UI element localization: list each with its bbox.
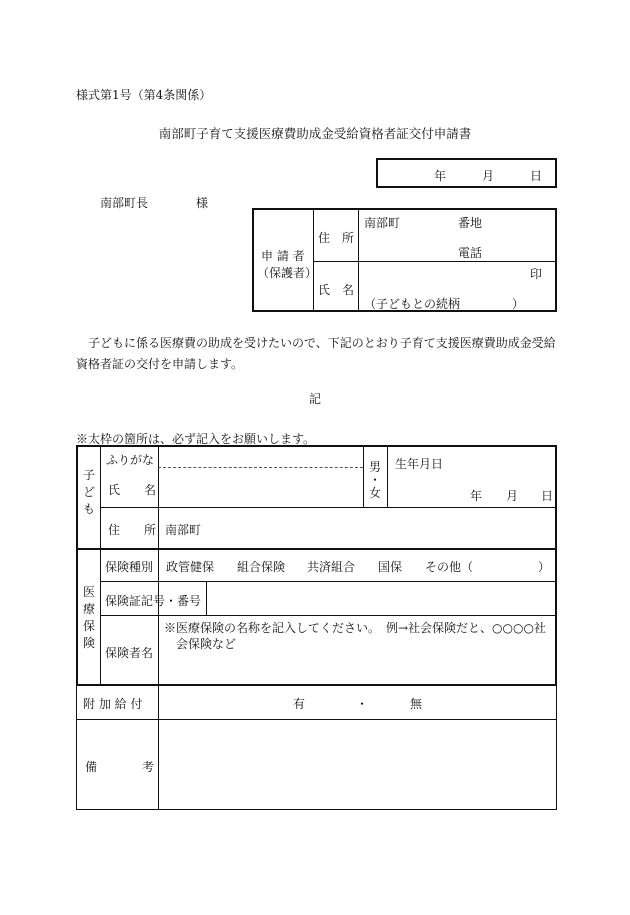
- divider: [313, 261, 557, 262]
- main-form-table: [76, 445, 557, 686]
- extra-benefit-yes[interactable]: 有: [293, 697, 306, 711]
- remarks-label-right: 考: [142, 760, 155, 774]
- card-number-label: 保険証記号・番号: [105, 594, 202, 608]
- relation-open[interactable]: （子どもとの続柄: [364, 297, 461, 311]
- date-box[interactable]: [376, 158, 557, 188]
- insurance-option-kokuho[interactable]: 国保: [378, 560, 403, 574]
- child-section-label: 子ども: [82, 468, 95, 516]
- remarks-input[interactable]: [162, 723, 554, 807]
- extra-benefit-no[interactable]: 無: [410, 697, 423, 711]
- insurance-option-other[interactable]: その他（: [425, 560, 474, 574]
- phone-label[interactable]: 電話: [458, 246, 483, 260]
- furigana-divider: [158, 467, 363, 468]
- required-note: ※太枠の箇所は、必ず記入をお願いします。: [76, 432, 316, 446]
- divider: [100, 581, 557, 582]
- form-title: 南部町子育て支援医療費助成金受給資格者証交付申請書: [158, 126, 472, 141]
- date-day: 日: [530, 169, 543, 183]
- ki-mark: 記: [308, 392, 321, 406]
- insurance-option-kumiai[interactable]: 組合保険: [237, 560, 286, 574]
- date-year: 年: [434, 169, 447, 183]
- divider: [100, 507, 557, 508]
- applicant-box: [252, 208, 557, 312]
- divider: [100, 447, 101, 684]
- child-address-label: 住 所: [108, 523, 157, 537]
- card-number-input[interactable]: [210, 585, 554, 612]
- birth-date-label: 生年月日: [395, 457, 444, 471]
- divider: [77, 719, 556, 720]
- sex-dot: ・: [369, 473, 382, 487]
- divider: [363, 447, 364, 507]
- furigana-input[interactable]: [162, 449, 360, 465]
- relation-close: ）: [512, 297, 525, 311]
- insurer-note-1: ※医療保険の名称を記入してください。 例→社会保険だと、○○○○社: [164, 621, 546, 635]
- child-name-input[interactable]: [162, 471, 360, 505]
- insurance-section-label: 医療保険: [82, 585, 95, 650]
- banchi-label: 番地: [458, 216, 483, 230]
- divider: [100, 615, 557, 616]
- seal-mark: 印: [530, 267, 543, 281]
- divider: [313, 210, 314, 310]
- divider: [206, 582, 207, 615]
- child-name-label: 氏 名: [108, 483, 157, 497]
- date-month: 月: [482, 169, 495, 183]
- insurer-note-2: 会保険など: [176, 637, 237, 651]
- lower-table: [76, 686, 557, 810]
- intro-line-2: 資格者証の交付を申請します。: [76, 357, 244, 371]
- sex-female[interactable]: 女: [369, 486, 382, 500]
- birth-month[interactable]: 月: [506, 489, 519, 503]
- addressee: 南部町長: [100, 196, 149, 210]
- applicant-address-label: 住 所: [318, 231, 355, 245]
- child-address-value[interactable]: 南部町: [165, 523, 202, 537]
- form-number: 様式第1号（第4条関係）: [76, 88, 212, 102]
- insurance-other-close: ）: [538, 560, 551, 574]
- sex-male[interactable]: 男: [369, 460, 382, 474]
- divider: [158, 447, 159, 684]
- guardian-label: （保護者）: [257, 266, 318, 280]
- furigana-label: ふりがな: [106, 453, 155, 467]
- section-divider: [78, 548, 557, 550]
- divider: [358, 210, 359, 310]
- insurance-option-kyosai[interactable]: 共済組合: [307, 560, 356, 574]
- insurer-name-label: 保険者名: [105, 646, 154, 660]
- applicant-address-value[interactable]: 南部町: [364, 216, 401, 230]
- applicant-name-label: 氏 名: [318, 283, 355, 297]
- birth-day[interactable]: 日: [541, 489, 554, 503]
- insurance-option-seikan[interactable]: 政管健保: [166, 560, 215, 574]
- intro-line-1: 子どもに係る医療費の助成を受けたいので、下記のとおり子育て支援医療費助成金受給: [88, 336, 556, 350]
- extra-benefit-label: 附 加 給 付: [83, 697, 143, 711]
- divider: [158, 686, 159, 809]
- addressee-suffix: 様: [196, 196, 209, 210]
- extra-benefit-dot: ・: [356, 697, 369, 711]
- birth-year[interactable]: 年: [470, 489, 483, 503]
- divider: [387, 447, 388, 507]
- insurance-type-label: 保険種別: [105, 560, 154, 574]
- remarks-label-left: 備: [85, 760, 98, 774]
- applicant-label: 申 請 者: [261, 249, 305, 263]
